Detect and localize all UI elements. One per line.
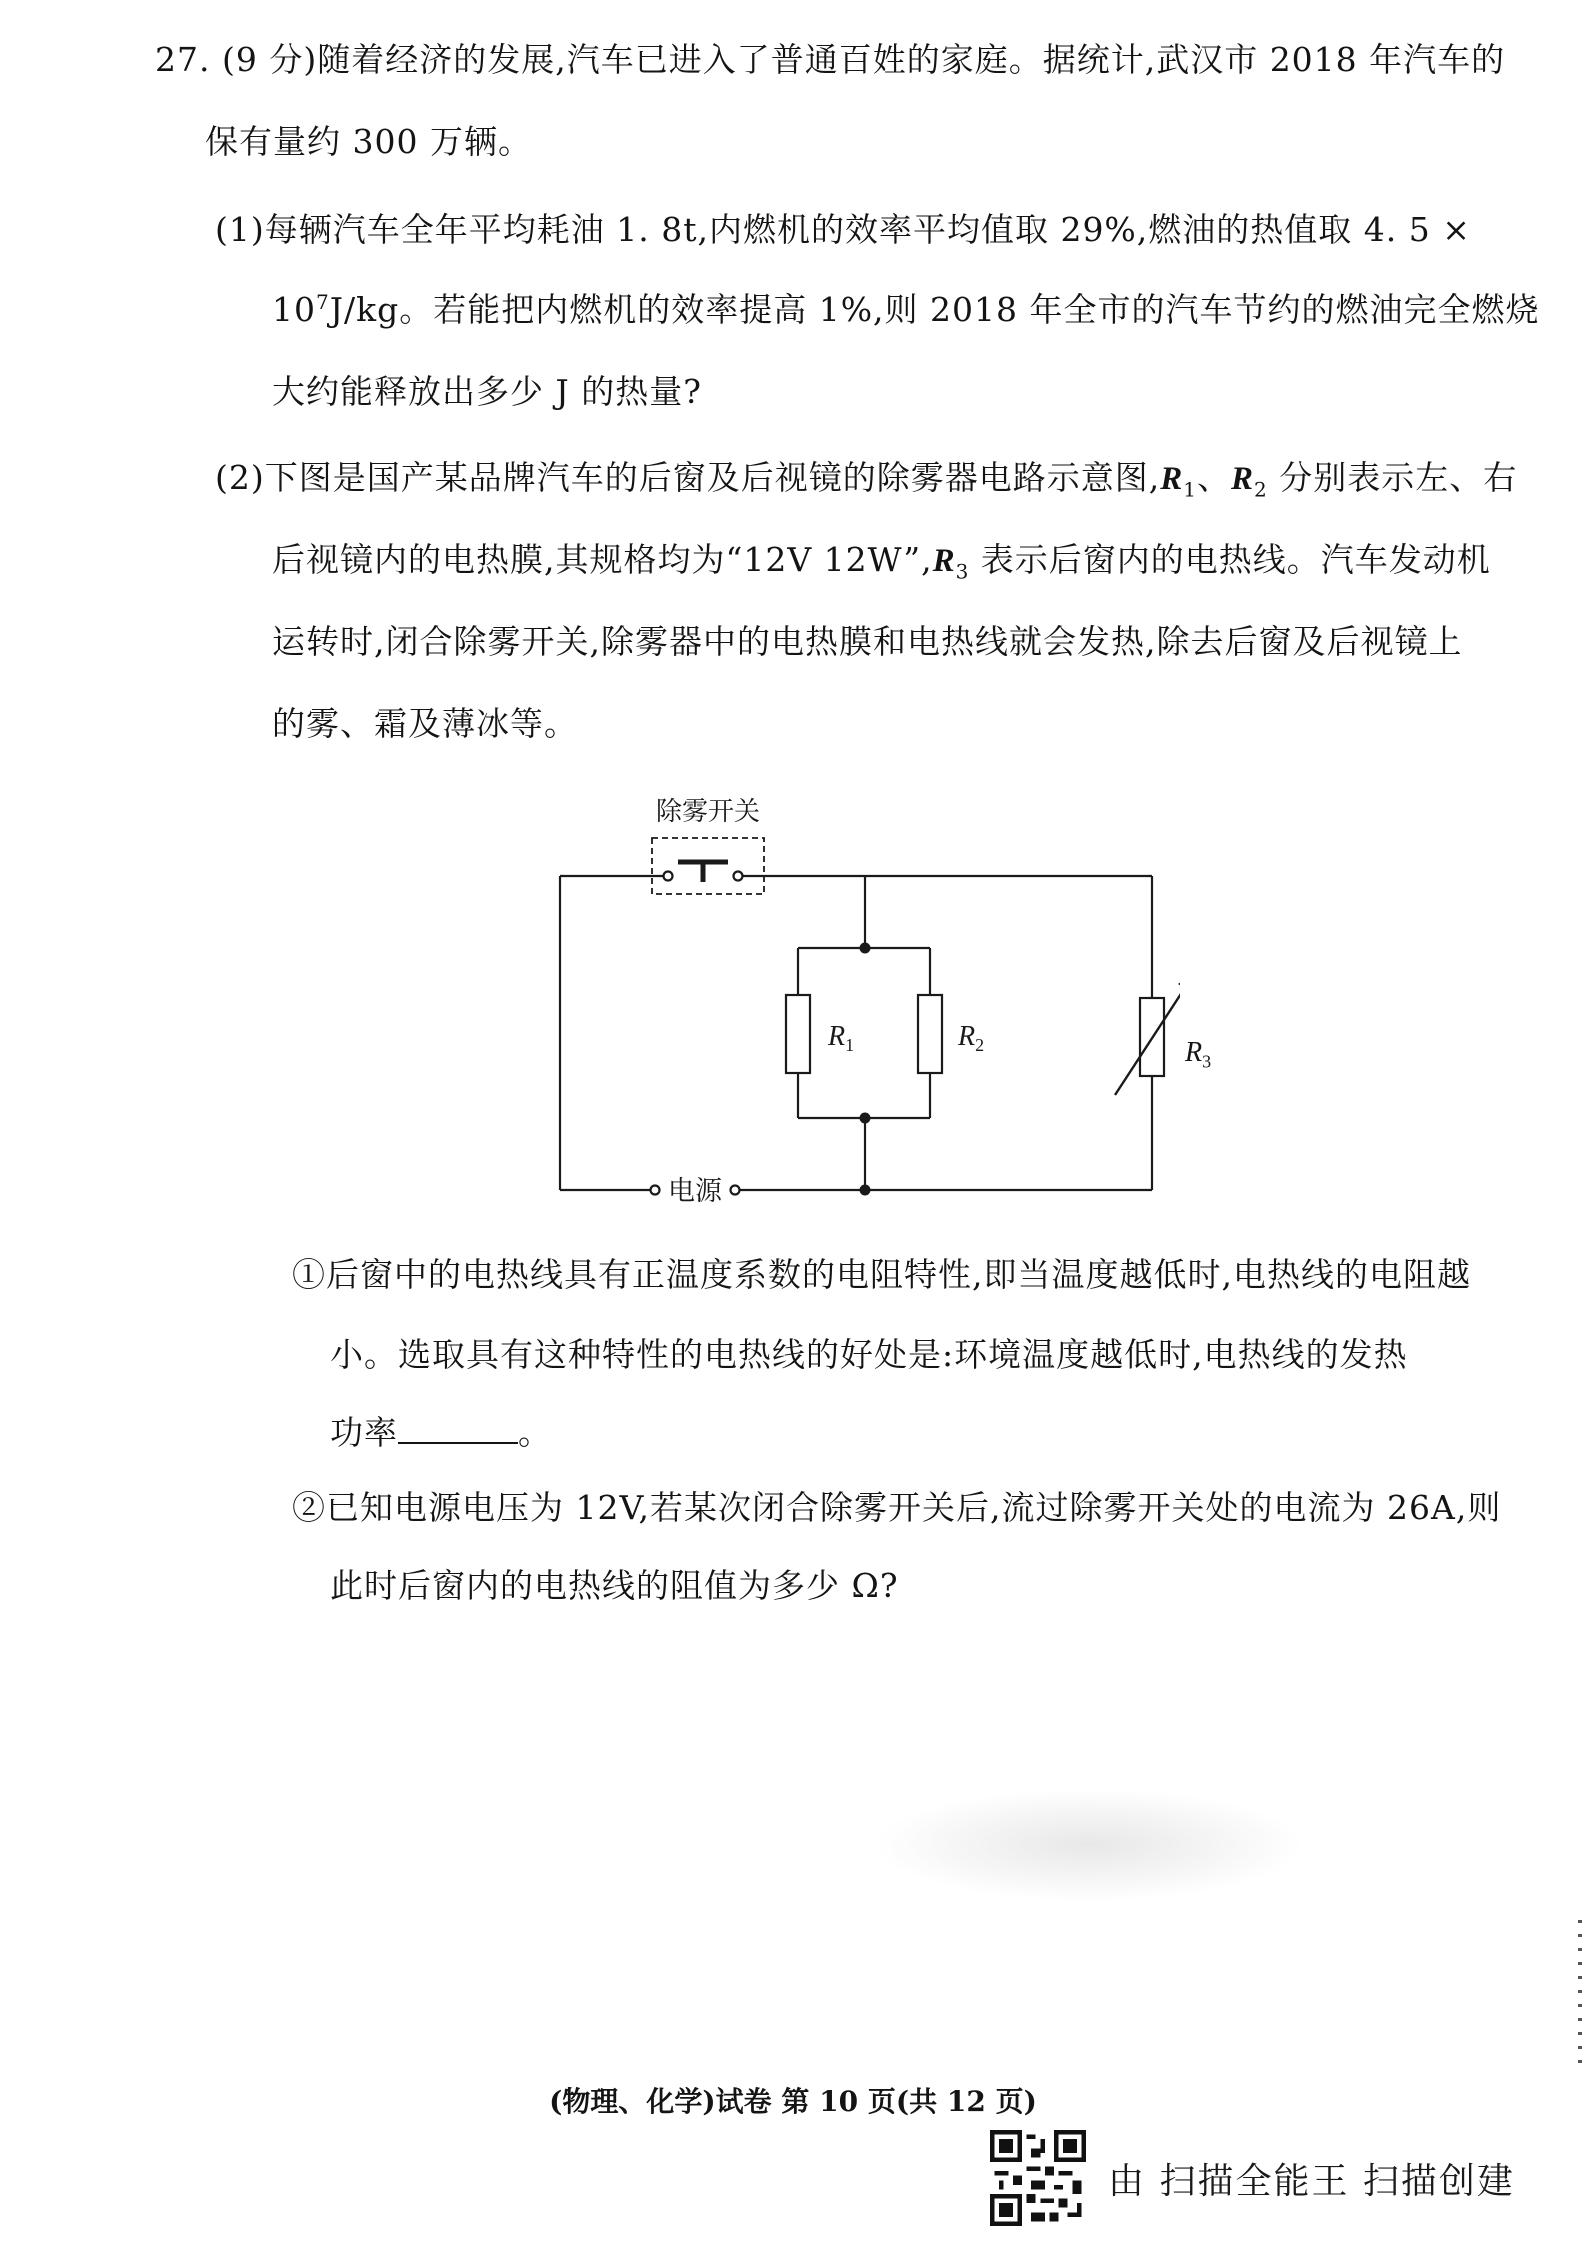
- part1-line3: 大约能释放出多少 J 的热量?: [272, 372, 702, 411]
- part2-line4: 的雾、霜及薄冰等。: [272, 704, 578, 743]
- r3-text-label: $R_3$: [1185, 1037, 1212, 1072]
- qr-code-icon: [990, 2130, 1086, 2226]
- resistor-r2: [918, 995, 942, 1073]
- defogger-circuit-diagram: [540, 790, 1180, 1220]
- question-intro-line2: 保有量约 300 万辆。: [205, 122, 532, 161]
- part1-line2: $10^7J/kg$。若能把内燃机的效率提高 1%,则 2018 年全市的汽车节约的燃油完全燃烧: [272, 290, 1540, 329]
- junction-bottom: [860, 1113, 870, 1123]
- source-terminal-left: [651, 1186, 660, 1195]
- sub1-line1: ①后窗中的电热线具有正温度系数的电阻特性,即当温度越低时,电热线的电阻越: [292, 1255, 1471, 1294]
- answer-blank[interactable]: [398, 1412, 518, 1444]
- part2-line3: 运转时,闭合除雾开关,除雾器中的电热膜和电热线就会发热,除去后窗及后视镜上: [272, 622, 1463, 661]
- sub1-line2: 小。选取具有这种特性的电热线的好处是:环境温度越低时,电热线的发热: [330, 1335, 1408, 1374]
- switch-terminal-right: [734, 872, 743, 881]
- switch-dashed-box: [652, 838, 764, 894]
- switch-terminal-left: [664, 872, 673, 881]
- scanner-watermark-text: 由 扫描全能王 扫描创建: [1108, 2160, 1515, 2202]
- junction-source-bottom: [860, 1185, 870, 1195]
- resistor-r1: [786, 995, 810, 1073]
- junction-top: [860, 943, 870, 953]
- sub2-line1: ②已知电源电压为 12V,若某次闭合除雾开关后,流过除雾开关处的电流为 26A,则: [292, 1488, 1502, 1527]
- part2-line2: 后视镜内的电热膜,其规格均为“12V $12W”,R_3$ 表示后窗内的电热线。汽车发动机: [272, 540, 1491, 584]
- part1-line1: (1)每辆汽车全年平均耗油 1. 8t,内燃机的效率平均值取 29%,燃油的热值取 4. 5 ×: [215, 210, 1471, 249]
- question-number: 27.: [155, 40, 211, 79]
- scanner-watermark: [990, 2128, 1515, 2228]
- switch-label: 除雾开关: [655, 797, 761, 827]
- source-label: 电源: [668, 1176, 722, 1207]
- question-intro-line1: 27. (9 分)随着经济的发展,汽车已进入了普通百姓的家庭。据统计,武汉市 2018 年汽车的: [155, 40, 1506, 79]
- sub2-line2: 此时后窗内的电热线的阻值为多少 Ω?: [330, 1566, 899, 1605]
- page-footer: (物理、化学)试卷 第 10 页(共 12 页): [549, 2085, 1037, 2118]
- r2-label: $R_2$: [958, 1021, 985, 1055]
- variable-arrowhead: [1178, 972, 1180, 991]
- binding-dots: [1578, 1920, 1582, 2070]
- sub1-line3: 功率 。: [330, 1413, 552, 1452]
- source-terminal-right: [731, 1186, 740, 1195]
- scan-smudge: [880, 1790, 1300, 1900]
- r1-label: $R_1$: [828, 1021, 855, 1055]
- part2-line1: (2)下图是国产某品牌汽车的后窗及后视镜的除雾器电路示意图$,R_1$、$R_2$ 分别表示左、右: [215, 458, 1518, 502]
